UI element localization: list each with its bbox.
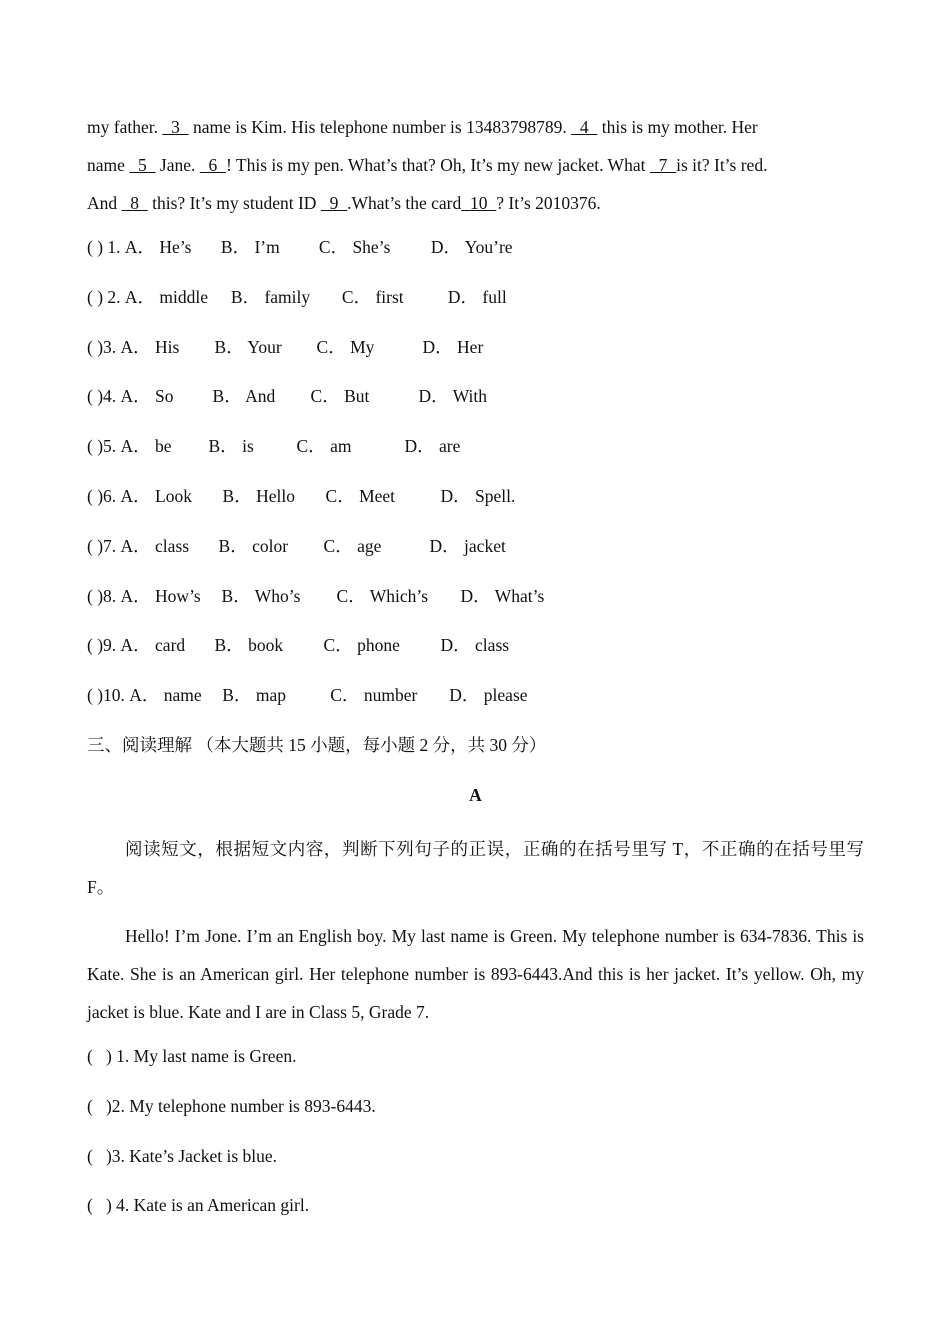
blank-7: 7 (649, 155, 677, 175)
question-row: ( )6. A． Look B． Hello C． Meet D． Spell. (87, 483, 864, 533)
blank-8: 8 (121, 193, 148, 213)
question-row: ( )5. A． be B． is C． am D． are (87, 433, 864, 483)
question-row: ( )7. A． class B． color C． age D． jacket (87, 533, 864, 583)
option-b: B． family (230, 286, 311, 307)
blank-6: 6 (199, 155, 227, 175)
blank-3: 3 (162, 117, 189, 137)
tf-item: ( ) 1. My last name is Green. (87, 1045, 297, 1066)
option-d: D． You’re (430, 237, 513, 257)
option-d: D． full (447, 286, 507, 307)
blank-10: 10 (461, 193, 497, 213)
option-b: B． Hello (222, 485, 295, 506)
cloze-line-2: name 5 Jane. 6 ! This is my pen. What’s that? Oh, It’s my new jacket. What 7 is it? It’s red. (87, 155, 768, 175)
question-row: ( )10. A． name B． map C． number D． please (87, 682, 864, 732)
option-c: C． first (341, 286, 404, 307)
option-b: B． book (214, 635, 284, 656)
option-b: B． color (218, 535, 289, 556)
section-heading: 三、阅读理解 （本大题共 15 小题，每小题 2 分，共 30 分） (87, 734, 547, 755)
question-row: ( )4. A． So B． And C． But D． With (87, 383, 864, 433)
option-c: C． Which’s (336, 585, 429, 606)
option-d: D． jacket (429, 535, 506, 556)
option-c: C． But (310, 386, 370, 407)
option-d: D． are (404, 436, 461, 457)
tf-item: ( ) 4. Kate is an American girl. (87, 1195, 310, 1216)
blank-9: 9 (320, 193, 348, 213)
option-a: A． He’s (124, 237, 192, 257)
option-d: D． class (440, 635, 510, 656)
option-a: A． So (120, 386, 174, 407)
option-c: C． number (330, 685, 418, 706)
question-row: ( ) 1. A． He’s B． I’m C． She’s D． You’re (87, 234, 864, 284)
question-list (87, 234, 864, 732)
part-title: A (469, 784, 482, 805)
option-a: A． be (120, 436, 172, 457)
blank-5: 5 (129, 155, 156, 175)
option-a: A． class (120, 535, 190, 556)
option-c: C． phone (323, 635, 400, 656)
option-d: D． With (418, 386, 488, 407)
question-row: ( )9. A． card B． book C． phone D． class (87, 632, 864, 682)
document-page (87, 108, 864, 1242)
option-a: A． How’s (120, 585, 201, 606)
option-d: D． please (449, 685, 528, 706)
option-b: B． Who’s (221, 585, 301, 606)
option-c: C． She’s (318, 237, 391, 257)
option-a: A． His (120, 336, 180, 357)
blank-4: 4 (571, 117, 598, 137)
option-a: A． card (120, 635, 186, 656)
option-c: C． age (323, 535, 382, 556)
true-false-list (87, 1043, 864, 1242)
option-b: B． I’m (220, 237, 280, 257)
option-b: B． And (212, 386, 276, 407)
option-a: A． middle (124, 286, 209, 307)
question-row: ( )8. A． How’s B． Who’s C． Which’s D． What’s (87, 583, 864, 633)
option-d: D． Her (422, 336, 484, 357)
option-b: B． Your (214, 336, 282, 357)
cloze-line-1: my father. 3 name is Kim. His telephone number is 13483798789. 4 this is my mother. Her (87, 117, 758, 137)
option-b: B． is (208, 436, 254, 457)
question-row: ( ) 2. A． middle B． family C． first D． full (87, 284, 864, 334)
option-c: C． My (316, 336, 375, 357)
option-d: D． What’s (460, 585, 545, 606)
cloze-passage (87, 108, 864, 222)
question-row: ( )3. A． His B． Your C． My D． Her (87, 334, 864, 384)
option-a: A． Look (120, 485, 192, 506)
instruction-text: 阅读短文，根据短文内容，判断下列句子的正误，正确的在括号里写 T，不正确的在括号里写 F。 (87, 838, 864, 897)
tf-item: ( )2. My telephone number is 893-6443. (87, 1095, 376, 1116)
tf-item: ( )3. Kate’s Jacket is blue. (87, 1145, 278, 1166)
reading-passage: Hello! I’m Jone. I’m an English boy. My last name is Green. My telephone number is 634-7836. This is Kate. She is an American girl. Her telephone number is 893-6443.And this is her jacket. It’s yellow. Oh, my jacket is blue. Kate and I are in Class 5, Grade 7. (87, 925, 864, 1022)
option-c: C． Meet (325, 485, 396, 506)
option-c: C． am (296, 436, 352, 457)
option-a: A． name (129, 685, 202, 706)
cloze-line-3: And 8 this? It’s my student ID 9 .What’s the card 10 ? It’s 2010376. (87, 193, 601, 213)
option-b: B． map (222, 685, 286, 706)
option-d: D． Spell. (440, 485, 516, 506)
